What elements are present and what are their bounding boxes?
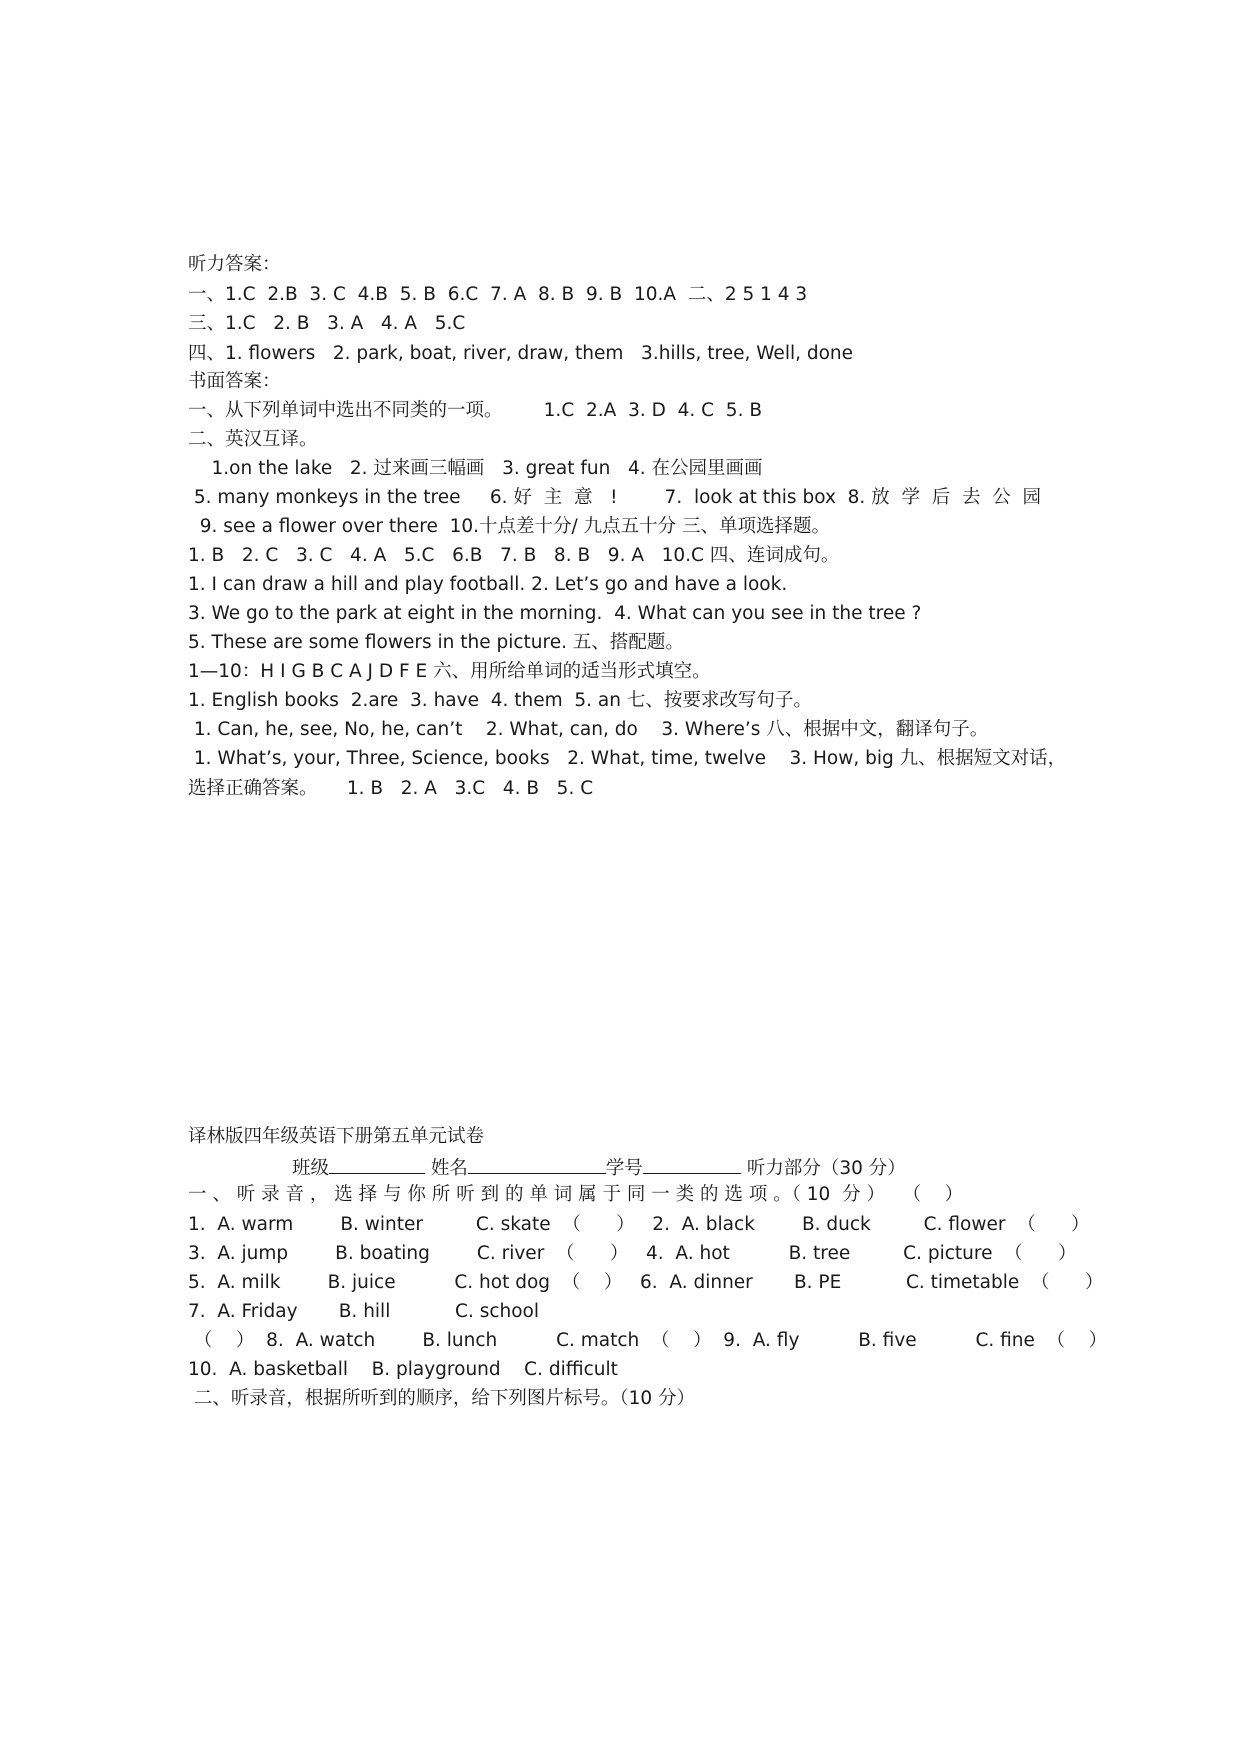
- answer-line: 1. English books 2.are 3. have 4. them 5. an 七、按要求改写句子。: [188, 690, 812, 711]
- listening-part-label: 听力部分（30 分）: [746, 1158, 906, 1179]
- answer-line: 三、1.C 2. B 3. A 4. A 5.C: [188, 313, 466, 334]
- question-row: （ ） 8. A. watch B. lunch C. match （ ） 9. A. fly B. five C. fine （ ）: [188, 1330, 1108, 1351]
- exam-title: 译林版四年级英语下册第五单元试卷: [188, 1126, 485, 1147]
- answer-line: 选择正确答案。 1. B 2. A 3.C 4. B 5. C: [188, 778, 594, 799]
- listening-answers-heading: 听力答案：: [188, 254, 281, 275]
- answer-line: 1. Can, he, see, No, he, can’t 2. What, can, do 3. Where’s 八、根据中文，翻译句子。: [188, 719, 989, 740]
- student-number-label: 学号: [605, 1158, 643, 1179]
- answer-line: 1. What’s, your, Three, Science, books 2. What, time, twelve 3. How, big 九、根据短文对话，: [188, 748, 1067, 769]
- answer-line: 1.on the lake 2. 过来画三幅画 3. great fun 4. 在公园里画画: [188, 458, 763, 479]
- answer-line: 9. see a flower over there 10.十点差十分/ 九点五十分 三、单项选择题。: [188, 516, 831, 537]
- name-blank[interactable]: [468, 1153, 606, 1174]
- student-number-blank[interactable]: [643, 1153, 741, 1174]
- answer-line: 四、1. flowers 2. park, boat, river, draw, them 3.hills, tree, Well, done: [188, 343, 854, 364]
- answer-line: 一、1.C 2.B 3. C 4.B 5. B 6.C 7. A 8. B 9. B 10.A 二、2 5 1 4 3: [188, 284, 808, 305]
- question-row: 3. A. jump B. boating C. river （ ） 4. A. hot B. tree C. picture （ ）: [188, 1243, 1077, 1264]
- answer-line: 3. We go to the park at eight in the morning. 4. What can you see in the tree ?: [188, 603, 922, 624]
- answer-line: 1. B 2. C 3. C 4. A 5.C 6.B 7. B 8. B 9. A 10.C 四、连词成句。: [188, 545, 840, 566]
- question-row: 7. A. Friday B. hill C. school: [188, 1301, 540, 1322]
- answer-line: 5. These are some flowers in the picture. 五、搭配题。: [188, 632, 684, 653]
- question-row: 5. A. milk B. juice C. hot dog （ ） 6. A. dinner B. PE C. timetable （ ）: [188, 1272, 1104, 1293]
- class-label: 班级: [292, 1158, 330, 1179]
- answer-line: 一、从下列单词中选出不同类的一项。 1.C 2.A 3. D 4. C 5. B: [188, 400, 763, 421]
- answer-line: 1. I can draw a hill and play football. 2. Let’s go and have a look.: [188, 574, 788, 595]
- section-2-heading: 二、听录音，根据所听到的顺序，给下列图片标号。（10 分）: [188, 1388, 696, 1409]
- written-answers-heading: 书面答案：: [188, 371, 281, 392]
- answer-line: 1—10：H I G B C A J D F E 六、用所给单词的适当形式填空。: [188, 661, 711, 682]
- section-1-heading: 一 、 听 录 音 ， 选 择 与 你 所 听 到 的 单 词 属 于 同 一 类 的 选 项 。（ 10 分 ） （ ）: [188, 1184, 964, 1205]
- answer-line: 5. many monkeys in the tree 6. 好 主 意 ! 7. look at this box 8. 放 学 后 去 公 园: [188, 487, 1041, 508]
- class-blank[interactable]: [329, 1153, 425, 1174]
- question-row: 1. A. warm B. winter C. skate （ ） 2. A. black B. duck C. flower （ ）: [188, 1214, 1090, 1235]
- question-row: 10. A. basketball B. playground C. difficult: [188, 1359, 618, 1380]
- answer-line: 二、英汉互译。: [188, 429, 318, 450]
- student-info-row: [292, 1153, 906, 1182]
- name-label: 姓名: [430, 1158, 468, 1179]
